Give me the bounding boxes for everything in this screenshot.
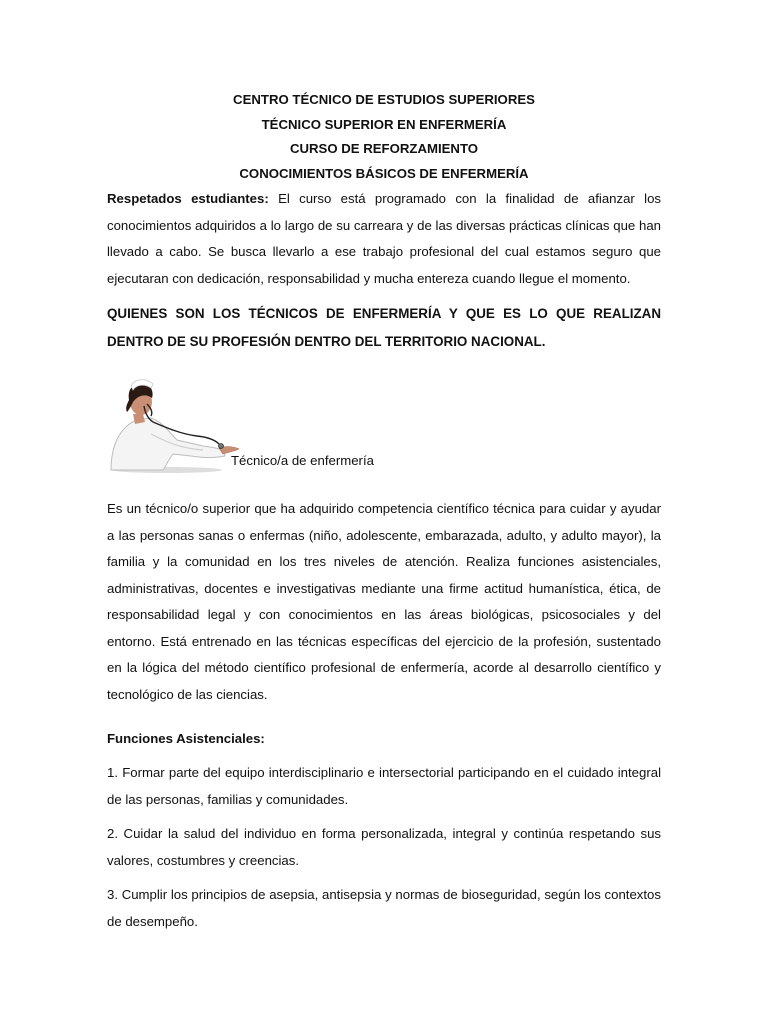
function-item: 2. Cuidar la salud del individuo en forma personalizada, integral y continúa respetando sus valores, costumbres y creencias. — [107, 826, 661, 868]
header-line-course: CURSO DE REFORZAMIENTO — [289, 141, 479, 156]
intro-text: El curso está programado con la finalidad de afianzar los conocimientos adquiridos a lo largo de su carreara y de las diversas prácticas clínicas que han llevado a cabo. Se busca llevarlo a ese trabajo profesional del cual estamos seguro que ejecutaran con dedicación, responsabilidad y mucha entereza cuando llegue el momento. — [107, 191, 661, 286]
function-item: 3. Cumplir los principios de asepsia, antisepsia y normas de bioseguridad, según los contextos de desempeño. — [107, 887, 661, 929]
definition-paragraph: Es un técnico/o superior que ha adquirido competencia científico técnica para cuidar y ayudar a las personas sanas o enfermas (niño, adolescente, embarazada, adulto, y adulto mayor), la familia y la comunidad en los tres niveles de atención. Realiza funciones asistenciales, administrativas, docentes e investigativas mediante una firme actitud humanística, ética, de responsabilidad legal y con conocimientos en las áreas biológicas, psicosociales y del entorno. Está entrenado en las técnicas específicas del ejercicio de la profesión, sustentado en la lógica del método científico profesional de enfermería, acorde al desarrollo científico y tecnológico de las ciencias. — [107, 501, 661, 702]
intro-lead: Respetados estudiantes: — [107, 191, 269, 206]
document-header — [107, 88, 661, 186]
header-line-institution: CENTRO TÉCNICO DE ESTUDIOS SUPERIORES — [233, 92, 535, 107]
figure — [107, 374, 661, 484]
function-item: 1. Formar parte del equipo interdisciplinario e intersectorial participando en el cuidado integral de las personas, familias y comunidades. — [107, 765, 661, 807]
header-line-program: TÉCNICO SUPERIOR EN ENFERMERÍA — [261, 116, 507, 132]
header-line-topic: CONOCIMIENTOS BÁSICOS DE ENFERMERÍA — [239, 165, 529, 181]
functions-title: Funciones Asistenciales: — [107, 731, 265, 746]
section-title: QUIENES SON LOS TÉCNICOS DE ENFERMERÍA Y QUE ES LO QUE REALIZAN DENTRO DE SU PROFESIÓN DENTRO DEL TERRITORIO NACIONAL. — [107, 306, 661, 349]
document-page — [107, 88, 661, 935]
figure-caption: Técnico/a de enfermería — [231, 453, 374, 468]
nurse-with-stethoscope-illustration — [107, 374, 247, 474]
intro-paragraph — [107, 186, 661, 292]
